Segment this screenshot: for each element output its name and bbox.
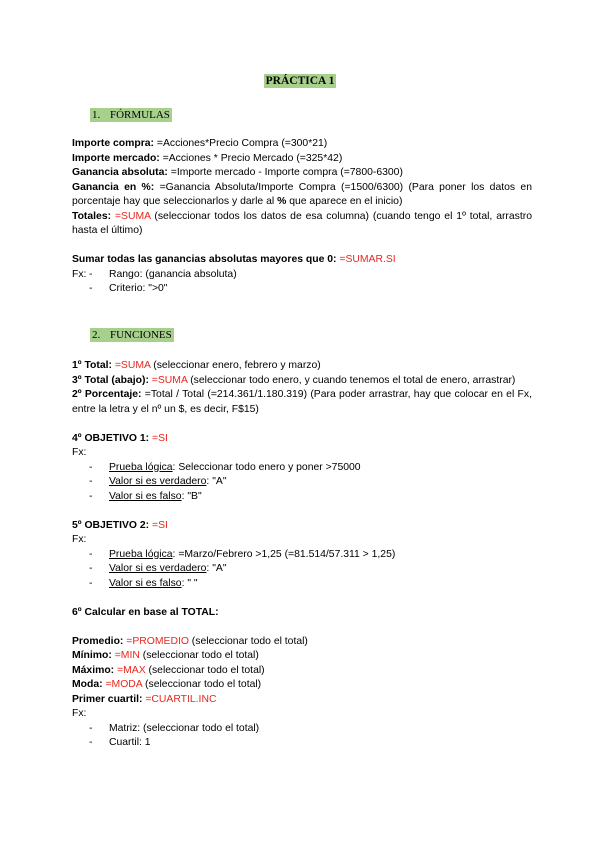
- fx-label: Fx:: [72, 534, 87, 545]
- objetivo-1-falso-item: - Valor si es falso: "B": [89, 490, 202, 502]
- criterio-item: - Criterio: ">0": [89, 283, 168, 294]
- importe-compra-line: Importe compra: =Acciones*Precio Compra (=300*21): [72, 138, 328, 149]
- section-label: FÓRMULAS: [110, 109, 170, 121]
- totales-line: Totales: =SUMA (seleccionar todos los datos de esa columna) (cuando tengo el 1º total, arrastro hasta el último): [72, 210, 532, 236]
- maximo-line: Máximo: =MAX (seleccionar todo el total): [72, 664, 265, 676]
- section-number: 2.: [92, 329, 101, 341]
- fx-label: Fx:: [72, 708, 87, 719]
- primer-cuartil-line: Primer cuartil: =CUARTIL.INC: [72, 693, 217, 705]
- section-number: 1.: [92, 109, 101, 121]
- promedio-line: Promedio: =PROMEDIO (seleccionar todo el total): [72, 635, 308, 647]
- moda-line: Moda: =MODA (seleccionar todo el total): [72, 679, 262, 690]
- total-1-line: 1º Total: =SUMA (seleccionar enero, febrero y marzo): [72, 360, 321, 371]
- fx-label: Fx:: [72, 447, 87, 458]
- document-title-row: [0, 74, 600, 90]
- objetivo-2-verdadero-item: - Valor si es verdadero: "A": [89, 563, 227, 574]
- sumar-si-line: Sumar todas las ganancias absolutas mayores que 0: =SUMAR.SI: [72, 254, 396, 265]
- objetivo-2-line: 5º OBJETIVO 2: =SI: [72, 519, 168, 531]
- total-3-line: 3º Total (abajo): =SUMA (seleccionar todo enero, y cuando tenemos el total de enero, arrastrar): [72, 374, 516, 386]
- cuartil-item: - Cuartil: 1: [89, 737, 151, 748]
- document-title: PRÁCTICA 1: [265, 75, 335, 87]
- section-heading-funciones: [90, 328, 174, 343]
- calcular-total-heading: 6º Calcular en base al TOTAL:: [72, 606, 219, 618]
- funciones-block: [72, 359, 532, 751]
- ganancia-absoluta-line: Ganancia absoluta: =Importe mercado - Importe compra (=7800-6300): [72, 167, 403, 178]
- minimo-line: Mínimo: =MIN (seleccionar todo el total): [72, 650, 259, 661]
- ganancia-porcentaje-line: Ganancia en %: =Ganancia Absoluta/Importe Compra (=1500/6300) (Para poner los datos en porcentaje hay que seleccionarlos y darle al % que aparece en el inicio): [72, 181, 532, 207]
- matriz-item: - Matriz: (seleccionar todo el total): [89, 722, 260, 734]
- formulas-block: [72, 137, 532, 297]
- porcentaje-2-line: 2º Porcentaje: =Total / Total (=214.361/1.180.319) (Para poder arrastrar, hay que colocar en el Fx, entre la letra y el nº un $, es decir, F$15): [72, 389, 532, 415]
- importe-mercado-line: Importe mercado: =Acciones * Precio Mercado (=325*42): [72, 152, 343, 164]
- objetivo-1-prueba-item: - Prueba lógica: Seleccionar todo enero y poner >75000: [89, 461, 361, 473]
- fx-rango-line: Fx: - Rango: (ganancia absoluta): [72, 268, 237, 280]
- objetivo-2-falso-item: - Valor si es falso: " ": [89, 577, 198, 589]
- objetivo-1-verdadero-item: - Valor si es verdadero: "A": [89, 476, 227, 487]
- section-heading-formulas: [90, 108, 172, 123]
- objetivo-2-prueba-item: - Prueba lógica: =Marzo/Febrero >1,25 (=81.514/57.311 > 1,25): [89, 548, 396, 560]
- objetivo-1-line: 4º OBJETIVO 1: =SI: [72, 432, 168, 444]
- section-label: FUNCIONES: [110, 329, 172, 341]
